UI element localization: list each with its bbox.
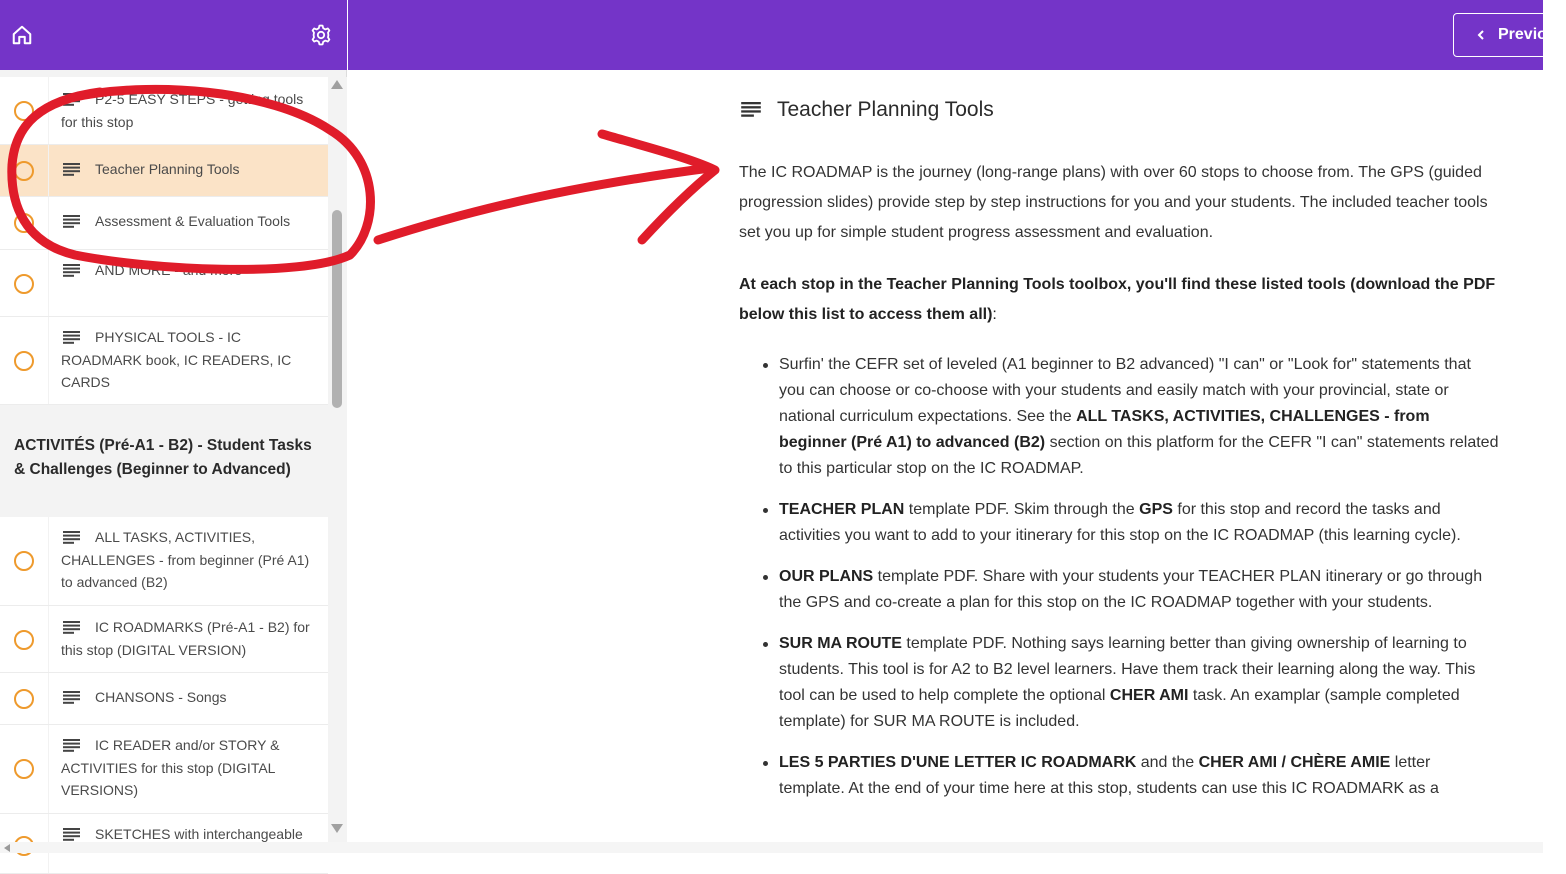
- gear-icon[interactable]: [309, 23, 333, 47]
- status-circle-icon: [14, 274, 34, 294]
- scroll-down-arrow-icon[interactable]: [331, 824, 343, 833]
- sidebar-item-ic-roadmarks[interactable]: [0, 606, 328, 673]
- status-circle-icon: [14, 689, 34, 709]
- sidebar-item-label: IC ROADMARKS (Pré-A1 - B2) for this stop (DIGITAL VERSION): [61, 619, 310, 658]
- sidebar-section-title: ACTIVITÉS (Pré-A1 - B2) - Student Tasks & Challenges (Beginner to Advanced): [0, 434, 328, 482]
- sidebar-item-physical-tools[interactable]: [0, 317, 328, 405]
- document-lines-icon: [63, 163, 80, 176]
- document-lines-icon: [63, 93, 80, 106]
- sidebar-item-label: ALL TASKS, ACTIVITIES, CHALLENGES - from beginner (Pré A1) to advanced (B2): [61, 529, 310, 590]
- status-circle-icon: [14, 213, 34, 233]
- tools-lead-tail: :: [992, 306, 997, 323]
- scroll-left-arrow-icon[interactable]: [4, 844, 10, 852]
- previous-label: Previous: [1498, 26, 1566, 43]
- previous-lecture-button[interactable]: [1453, 13, 1566, 57]
- status-circle-icon: [14, 759, 34, 779]
- sidebar-item-easy-steps[interactable]: [0, 77, 328, 145]
- sidebar-item-label: CHANSONS - Songs: [95, 689, 227, 705]
- sidebar-item-label: AND MORE - and more: [95, 262, 243, 278]
- document-lines-icon: [63, 531, 80, 544]
- sidebar-item-label: P2-5 EASY STEPS - getting tools for this stop: [61, 91, 304, 130]
- status-circle-icon: [14, 551, 34, 571]
- tools-list: [779, 352, 1499, 817]
- list-item: Surfin' the CEFR set of leveled (A1 beginner to B2 advanced) "I can" or "Look for" statements that you can choose or co-choose with your students and easily match with your provincial, state or national curriculum expectations. See the ALL TASKS, ACTIVITIES, CHALLENGES - from beginner (Pré A1) to advanced (B2) section on this platform for the CEFR "I can" statements related to this particular stop on the IC ROADMAP.: [779, 352, 1499, 482]
- sidebar-item-label: SKETCHES with interchangeable: [95, 826, 303, 842]
- sidebar-item-label: PHYSICAL TOOLS - IC ROADMARK book, IC READERS, IC CARDS: [61, 329, 292, 390]
- sidebar-item-label: IC READER and/or STORY & ACTIVITIES for this stop (DIGITAL VERSIONS): [61, 737, 280, 798]
- sidebar-item-and-more[interactable]: [0, 250, 328, 317]
- sidebar-item-chansons[interactable]: [0, 673, 328, 725]
- status-circle-icon: [14, 630, 34, 650]
- sidebar-item-teacher-planning-tools[interactable]: [0, 145, 328, 197]
- sidebar-item-all-tasks[interactable]: [0, 517, 328, 606]
- document-lines-icon: [63, 621, 80, 634]
- status-circle-icon: [14, 351, 34, 371]
- sidebar-item-assessment-tools[interactable]: [0, 197, 328, 250]
- sidebar-header: [0, 0, 347, 70]
- document-lines-icon: [63, 331, 80, 344]
- chevron-left-icon: [1476, 30, 1486, 40]
- list-item: OUR PLANS template PDF. Share with your students your TEACHER PLAN itinerary or go through the GPS and co-create a plan for this stop on the IC ROADMAP together with your students.: [779, 564, 1499, 616]
- sidebar-scrollbar[interactable]: [329, 77, 347, 853]
- document-lines-icon: [63, 691, 80, 704]
- status-circle-icon: [14, 101, 34, 121]
- intro-paragraph: The IC ROADMAP is the journey (long-range plans) with over 60 stops to choose from. The GPS (guided progression slides) provide step by step instructions for you and your students. The included teacher tools set you up for simple student progress assessment and evaluation.: [739, 164, 1488, 241]
- sidebar-item-label: Assessment & Evaluation Tools: [95, 213, 291, 229]
- lecture-title: [739, 98, 994, 122]
- document-lines-icon: [63, 264, 80, 277]
- sidebar-lecture-list: [0, 77, 328, 853]
- sidebar-item-label: Teacher Planning Tools: [95, 161, 240, 177]
- sidebar-item-ic-reader[interactable]: [0, 725, 328, 814]
- list-item: SUR MA ROUTE template PDF. Nothing says learning better than giving ownership of learning to students. This tool is for A2 to B2 level learners. Have them track their learning along the way. This tool can be used to help complete the optional CHER AMI task. An examplar (sample completed template) for SUR MA ROUTE is included.: [779, 631, 1499, 735]
- document-lines-icon: [741, 102, 761, 117]
- lecture-title-text: Teacher Planning Tools: [777, 98, 994, 121]
- list-item: TEACHER PLAN template PDF. Skim through the GPS for this stop and record the tasks and activities you want to add to your itinerary for this stop on the IC ROADMAP (this learning cycle).: [779, 497, 1499, 549]
- course-sidebar: [0, 0, 347, 853]
- top-bar: [348, 0, 1566, 70]
- horizontal-scrollbar[interactable]: [0, 842, 1543, 853]
- tools-lead-paragraph: [739, 270, 1499, 330]
- scrollbar-thumb[interactable]: [332, 210, 342, 408]
- home-icon[interactable]: [11, 24, 33, 46]
- list-item: LES 5 PARTIES D'UNE LETTER IC ROADMARK and the CHER AMI / CHÈRE AMIE letter template. At the end of your time here at this stop, students can use this IC ROADMARK as a: [779, 750, 1499, 802]
- document-lines-icon: [63, 215, 80, 228]
- tools-lead-bold: At each stop in the Teacher Planning Tools toolbox, you'll find these listed tools (download the PDF below this list to access them all): [739, 276, 1496, 323]
- document-lines-icon: [63, 739, 80, 752]
- status-circle-icon: [14, 161, 34, 181]
- scroll-up-arrow-icon[interactable]: [331, 80, 343, 89]
- document-lines-icon: [63, 828, 80, 841]
